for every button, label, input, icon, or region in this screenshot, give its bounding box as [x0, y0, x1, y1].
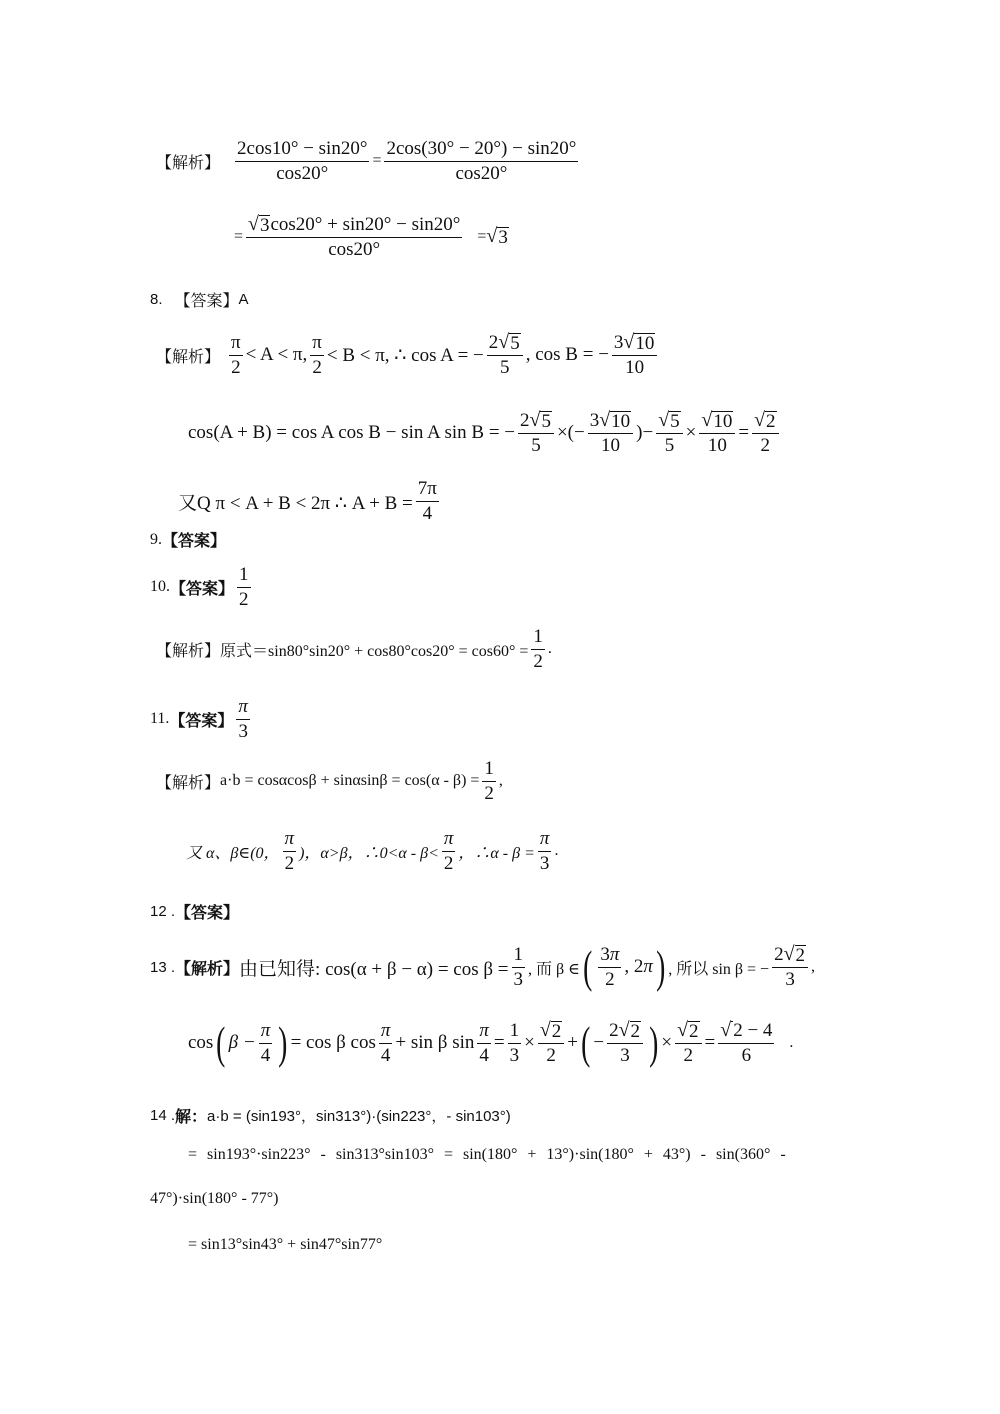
fraction: 2 √ 2 3 — [607, 1020, 643, 1067]
analysis-label: 【解析】 — [156, 346, 221, 366]
fraction: $\frac{2\cos 10^\circ - \sin 20^\circ}{\cos 20^\circ}$ — [237, 138, 368, 184]
fraction: $\frac{3\pi}{2}$ — [600, 944, 620, 990]
item8-analysis-line1: 【解析】 $\frac{\pi}{2}$ < A < π, $\frac{\pi}{2}$ < B < π, ∴ cos A = − 2 √ 5 5 , cos B = − 3 √ 10 10 — [156, 332, 660, 379]
answer-label: 【答案】 — [174, 291, 239, 310]
fraction: √ 2 2 — [538, 1020, 564, 1067]
fraction: $\frac{1}{3}$ — [509, 1020, 520, 1066]
question-number: 13 . — [150, 958, 176, 976]
fraction: √ 5 5 — [656, 410, 682, 457]
fraction: 3 √ 10 10 — [612, 332, 657, 379]
fraction: √ 10 10 — [699, 410, 735, 457]
fraction: $\frac{1}{3}$ — [513, 944, 523, 990]
item14-line4: = sin13°sin43° + sin47°sin77° — [188, 1236, 383, 1253]
item8-analysis-line2: cos(A + B) = cos A cos B − sin A sin B = − 2 √ 5 5 ×(− 3 √ 10 10 )− √ 5 5 × √ 10 10 = √ 2 2 — [188, 410, 782, 457]
question-number: 8. — [150, 291, 163, 308]
fraction: 2 √ 2 3 — [772, 944, 808, 991]
fraction: 3 √ 10 10 — [588, 410, 633, 457]
item14-line3: 47°)·sin(180° - 77°) — [150, 1190, 279, 1207]
analysis-label: 【解析】 — [156, 640, 221, 660]
fraction: $\frac{\pi}{2}$ — [284, 828, 295, 874]
analysis-label: 【解析】 — [156, 152, 221, 172]
fraction: $\frac{\pi}{4}$ — [380, 1020, 391, 1066]
fraction: $\frac{\pi}{4}$ — [479, 1020, 489, 1066]
sqrt-symbol: √ 3 — [248, 213, 270, 236]
question-number: 10. — [150, 578, 170, 596]
item9-answer — [150, 528, 226, 551]
analysis-label: 【解析】 — [175, 958, 240, 978]
fraction: √ 2 2 — [752, 410, 778, 457]
question-number: 11. — [150, 710, 170, 728]
fraction: √ 2 2 — [675, 1020, 701, 1067]
fraction: $\frac{\pi}{2}$ — [231, 332, 241, 378]
fraction: √ 3 cos20° + sin20° − sin20° cos20° — [248, 213, 461, 260]
fraction: $\frac{\pi}{2}$ — [312, 332, 322, 378]
fraction: $\frac{\pi}{2}$ — [443, 828, 454, 874]
fraction: $\frac{1}{2}$ — [533, 626, 543, 672]
item10-analysis: 【解析】 原式＝sin80°sin20° + cos80°cos20° = cos60° = $\frac{1}{2}$ . — [156, 626, 552, 672]
analysis-label: 【解析】 — [156, 772, 221, 792]
fraction: $\frac{7\pi}{4}$ — [417, 478, 437, 524]
item11-answer — [150, 696, 253, 743]
item7-analysis-line1 — [156, 138, 581, 185]
item13-analysis-line1: 13 . 【解析】 由已知得: cos(α + β − α) = cos β = $\frac{1}{3}$ , 而 β ∈ ( $\frac{3\pi}{2}$ , 2π ) , 所以 sin β = − 2 √ 2 3 , — [150, 941, 816, 993]
answer-fraction: $\frac{\pi}{3}$ — [238, 696, 248, 742]
equals-sign: = — [372, 152, 382, 170]
sqrt-symbol: √ 3 — [486, 224, 508, 248]
answer-value: A — [238, 291, 249, 308]
fraction: 2 √ 5 5 — [487, 332, 523, 379]
item14-line2: = sin193°·sin223° - sin313°sin103° = sin(180° + 13°)·sin(180° + 43°) - sin(360° - — [188, 1146, 786, 1163]
fraction: $\frac{2\cos(30^\circ - 20^\circ) - \sin 20^\circ}{\cos 20^\circ}$ — [386, 138, 577, 184]
item8-answer — [150, 288, 249, 311]
answer-label: 【答案】 — [175, 903, 240, 922]
fraction: $\frac{\pi}{3}$ — [539, 828, 550, 874]
solution-label: 解： — [175, 1107, 208, 1126]
fraction: √ 2 − 4 6 — [720, 1019, 773, 1066]
fraction: 2 √ 5 5 — [518, 410, 554, 457]
answer-label: 【答案】 — [162, 531, 227, 550]
fraction: $\frac{\pi}{4}$ — [260, 1020, 271, 1066]
answer-label: 【答案】 — [169, 710, 234, 730]
item11-analysis-line2: 又 α、β∈(0， $\frac{\pi}{2}$ )，α>β，∴0<α - β< $\frac{\pi}{2}$ ，∴α - β = $\frac{\pi}{3}$ . — [186, 828, 559, 874]
item12-answer — [150, 900, 239, 923]
equals-sign: = — [234, 228, 244, 246]
question-number: 14 . — [150, 1107, 176, 1124]
item7-analysis-line2 — [234, 214, 509, 261]
equals-sign: = — [477, 228, 487, 246]
answer-label: 【答案】 — [170, 578, 235, 598]
question-number: 12 . — [150, 903, 176, 920]
item10-answer — [150, 564, 254, 611]
item11-analysis-line1: 【解析】 a·b = cosαcosβ + sinαsinβ = cos(α - β) = $\frac{1}{2}$ , — [156, 758, 503, 804]
question-number: 9. — [150, 530, 162, 548]
item13-analysis-line2: cos ( β − $\frac{\pi}{4}$ ) = cos β cos $\frac{\pi}{4}$ + sin β sin $\frac{\pi}{4}$ = $\frac{1}{3}$ × √ 2 2 + ( − 2 √ 2 3 ) × √ 2 2 = √ 2 − 4 6 . — [188, 1017, 794, 1069]
item14-line1: 14 . 解： a·b = (sin193°，sin313°)·(sin223°，- sin103°) — [150, 1104, 511, 1127]
answer-fraction: $\frac{1}{2}$ — [239, 564, 249, 610]
fraction: $\frac{1}{2}$ — [484, 758, 494, 804]
item8-analysis-line3: 又Q π < A + B < 2π ∴ A + B = $\frac{7\pi}{4}$ — [178, 478, 437, 524]
